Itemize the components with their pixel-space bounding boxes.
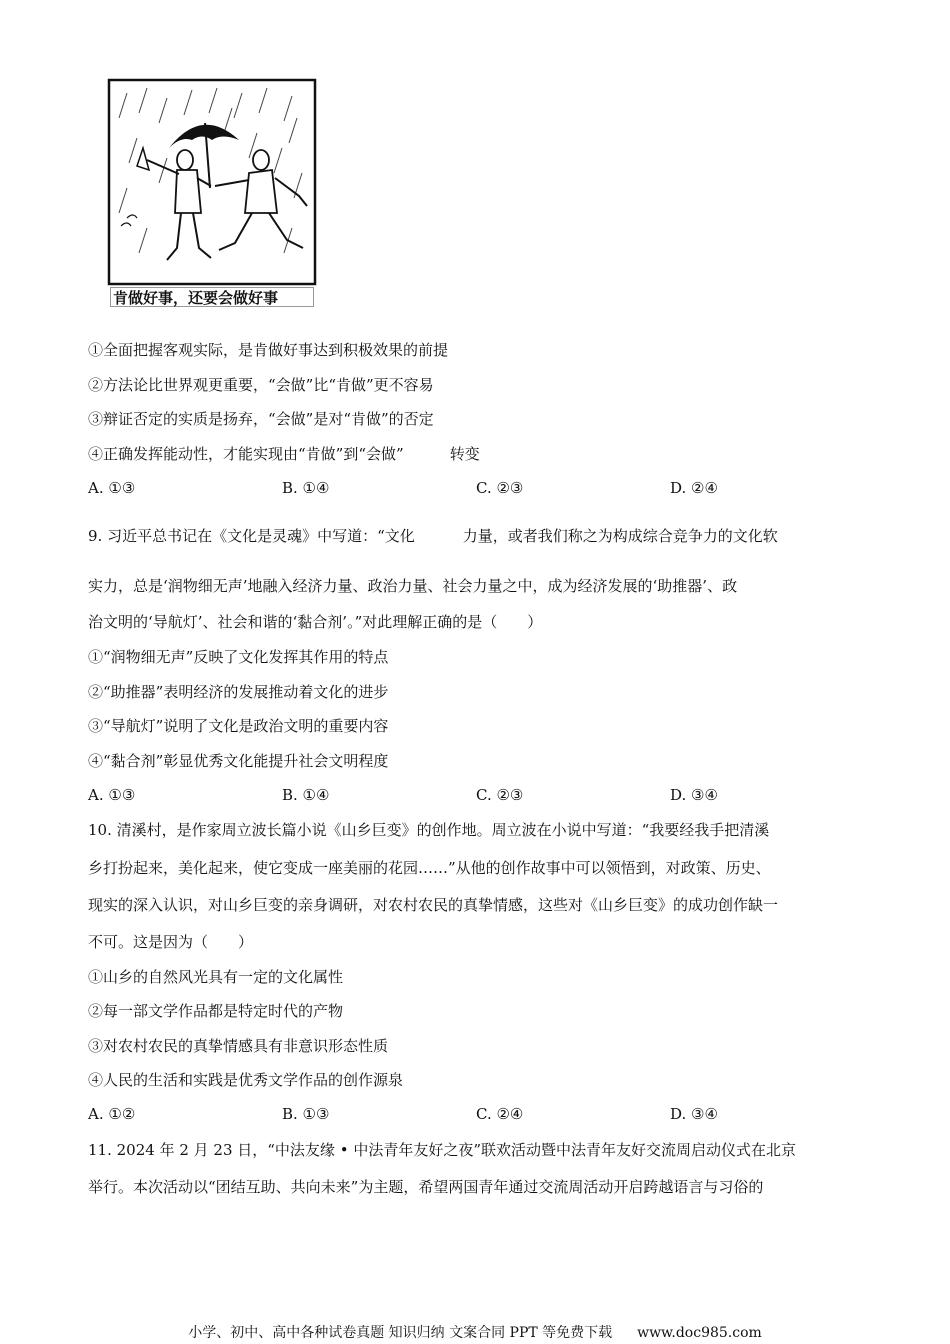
q10-stem-line-4: 不可。这是因为（ ） (88, 933, 254, 951)
q10-option-a[interactable]: A. ①② (88, 1105, 136, 1123)
q9-stem-line-1 (88, 526, 778, 546)
q10-statement-2: ②每一部文学作品都是特定时代的产物 (88, 1002, 344, 1020)
q10-option-b[interactable]: B. ①③ (282, 1105, 330, 1123)
q10-option-d[interactable]: D. ③④ (670, 1105, 718, 1123)
umbrella-cartoon-illustration (107, 78, 317, 288)
q8-statement-4 (88, 444, 480, 464)
footer-url-link[interactable]: www.doc985.com (637, 1325, 762, 1341)
q9-option-c[interactable]: C. ②③ (476, 786, 524, 804)
q9-option-a[interactable]: A. ①③ (88, 786, 136, 804)
q9-statement-2: ②“助推器”表明经济的发展推动着文化的进步 (88, 683, 389, 701)
q8-option-a[interactable]: A. ①③ (88, 479, 136, 497)
q8-option-d[interactable]: D. ②④ (670, 479, 718, 497)
q11-stem-line-2: 举行。本次活动以“团结互助、共向未来”为主题，希望两国青年通过交流周活动开启跨越语言与习俗的 (88, 1178, 764, 1196)
q9-stem-line-3: 治文明的‘导航灯’、社会和谐的‘黏合剂’。”对此理解正确的是（ ） (88, 613, 543, 631)
q8-statement-1: ①全面把握客观实际，是肯做好事达到积极效果的前提 (88, 341, 449, 359)
q10-option-c[interactable]: C. ②④ (476, 1105, 524, 1123)
q10-statement-4: ④人民的生活和实践是优秀文学作品的创作源泉 (88, 1071, 404, 1089)
q9-option-d[interactable]: D. ③④ (670, 786, 718, 804)
q8-option-b[interactable]: B. ①④ (282, 479, 330, 497)
q10-statement-3: ③对农村农民的真挚情感具有非意识形态性质 (88, 1037, 389, 1055)
figure-caption: 肯做好事，还要会做好事 (110, 287, 314, 307)
q10-stem-line-3: 现实的深入认识，对山乡巨变的亲身调研，对农村农民的真挚情感，这些对《山乡巨变》的成功创作缺一 (88, 896, 779, 914)
q9-option-b[interactable]: B. ①④ (282, 786, 330, 804)
q8-statement-4-tail: 转变 (449, 445, 480, 463)
q9-statement-4: ④“黏合剂”彰显优秀文化能提升社会文明程度 (88, 752, 389, 770)
umbrella-cartoon-figure (107, 78, 317, 308)
q9-stem-part-2: 力量，或者我们称之为构成综合竞争力的文化软 (462, 527, 778, 545)
q8-statement-2: ②方法论比世界观更重要，“会做”比“肯做”更不容易 (88, 376, 434, 394)
q8-option-c[interactable]: C. ②③ (476, 479, 524, 497)
q9-statement-3: ③“导航灯”说明了文化是政治文明的重要内容 (88, 717, 389, 735)
q9-statement-1: ①“润物细无声”反映了文化发挥其作用的特点 (88, 648, 389, 666)
q11-stem-line-1: 11. 2024 年 2 月 23 日，“中法友缘 • 中法青年友好之夜”联欢活动暨中法青年友好交流周启动仪式在北京 (88, 1141, 796, 1159)
q10-statement-1: ①山乡的自然风光具有一定的文化属性 (88, 968, 344, 986)
q10-stem-line-1: 10. 清溪村，是作家周立波长篇小说《山乡巨变》的创作地。周立波在小说中写道：“我要经我手把清溪 (88, 821, 770, 839)
page-footer (0, 1324, 950, 1342)
q8-statement-4-text: ④正确发挥能动性，才能实现由“肯做”到“会做” (88, 445, 404, 463)
footer-text: 小学、初中、高中各种试卷真题 知识归纳 文案合同 PPT 等免费下载 (188, 1325, 613, 1341)
q9-stem-part-1: 9. 习近平总书记在《文化是灵魂》中写道：“文化 (88, 527, 415, 545)
q10-stem-line-2: 乡打扮起来，美化起来，使它变成一座美丽的花园……”从他的创作故事中可以领悟到，对政策、历史、 (88, 859, 771, 877)
q9-stem-line-2: 实力，总是‘润物细无声’地融入经济力量、政治力量、社会力量之中，成为经济发展的‘助推器’、政 (88, 577, 738, 595)
q8-statement-3: ③辩证否定的实质是扬弃，“会做”是对“肯做”的否定 (88, 410, 434, 428)
